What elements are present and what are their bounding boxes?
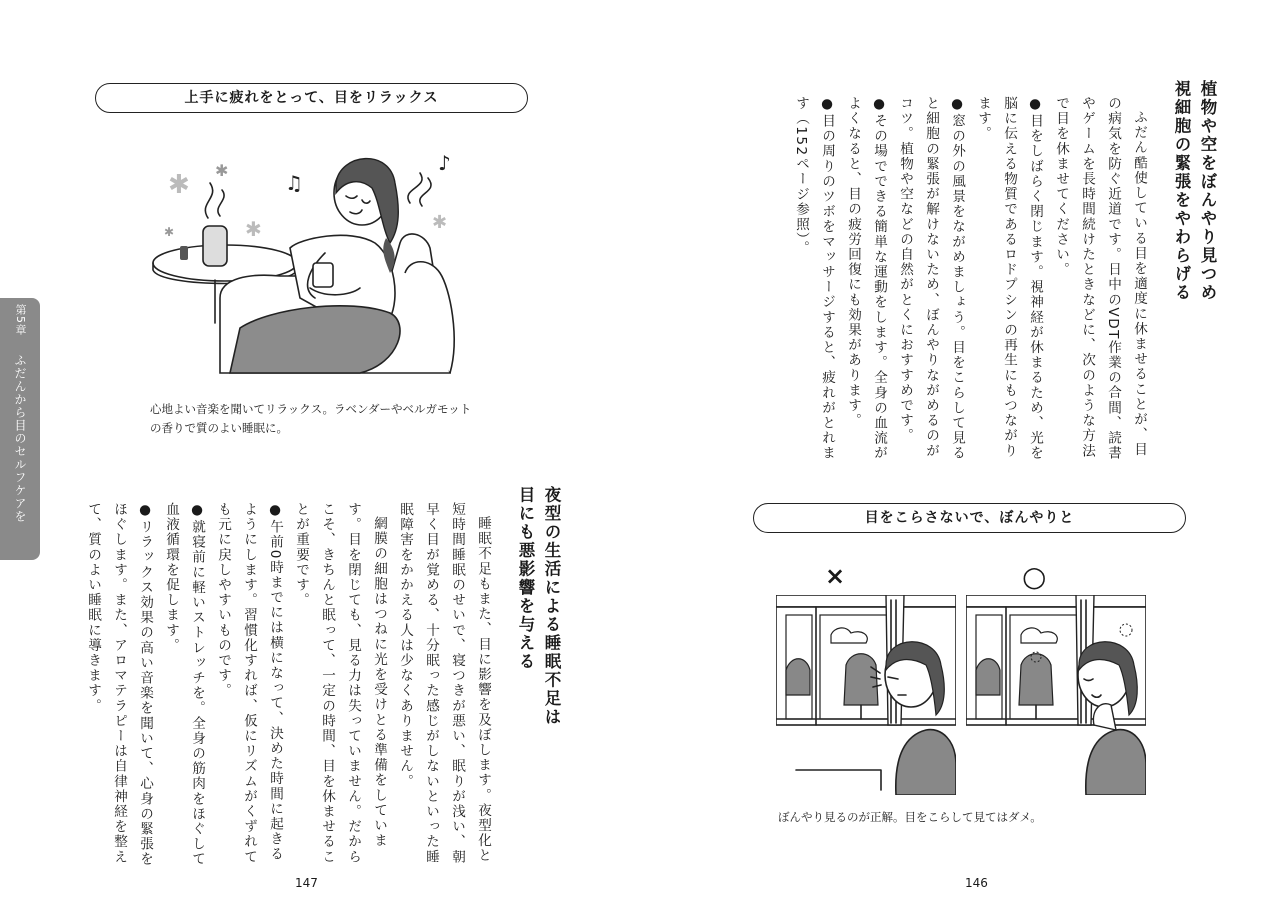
heading-line-1: 植物や空をぼんやり見つめ [1198, 80, 1217, 302]
chapter-number: 第5章 [14, 304, 27, 336]
paragraph: ふだん酷使している目を適度に休ませることが、目の病気を防ぐ近道です。日中のVDT作業の合間、読書やゲームを長時間続けたときなどに、次のような方法で目を休ませてください。 [1053, 96, 1147, 461]
bullet-item: ●就寝前に軽いストレッチを。全身の筋肉をほぐして血液循環を促します。 [163, 502, 205, 867]
svg-text:✱: ✱ [168, 170, 190, 200]
bullet-item: ●目の周りのツボをマッサージすると、疲れがとれます（152ページ参照）。 [793, 96, 835, 461]
heading-line-2: 視細胞の緊張をやわらげる [1172, 80, 1191, 302]
svg-text:♪: ♪ [438, 151, 451, 175]
svg-text:✱: ✱ [245, 217, 262, 241]
good-mark-icon: ○ [1022, 560, 1047, 593]
bullet-item: ●窓の外の風景をながめましょう。目をこらして見ると細胞の緊張が解けないため、ぼんやりながめるのがコツ。植物や空などの自然がとくにおすすめです。 [897, 96, 965, 461]
caption-line-1: 心地よい音楽を聞いてリラックス。ラベンダーやベルガモット [150, 402, 472, 416]
heading-line-2: 目にも悪影響を与える [516, 486, 535, 671]
section-heading-eyes [1164, 80, 1220, 470]
bad-mark-icon: × [825, 562, 846, 590]
svg-text:✱: ✱ [164, 225, 175, 239]
chapter-title: ふだんから目のセルフケアを [13, 354, 27, 523]
svg-text:✱: ✱ [432, 212, 448, 233]
chapter-tab [0, 298, 40, 560]
heading-line-1: 夜型の生活による睡眠不足は [542, 486, 561, 727]
caption-vague: ぼんやり見るのが正解。目をこらして見てはダメ。 [778, 810, 1042, 824]
page-number-147: 147 [295, 876, 318, 890]
bullet-item: ●リラックス効果の高い音楽を聞いて、心身の緊張をほぐします。また、アロマテラピーは自律神経を整えて、質のよい睡眠に導きます。 [85, 502, 153, 867]
caption-line-2: の香りで質のよい睡眠に。 [150, 421, 288, 435]
svg-text:✱: ✱ [215, 161, 229, 180]
page-number-146: 146 [965, 876, 988, 890]
bullet-item: ●午前0時までには横になって、決めた時間に起きるようにします。習慣化すれば、仮にリズムがくずれても元に戻しやすいものです。 [215, 502, 283, 865]
body-text-eyes [752, 96, 1152, 464]
section-heading-sleep [508, 486, 564, 876]
illustration-vague-gaze [966, 595, 1146, 795]
heading-pill-vague: 目をこらさないで、ぼんやりと [753, 503, 1186, 533]
bullet-item: ●目をしばらく閉じます。視神経が休まるため、光を脳に伝える物質であるロドプシンの再生にもつながります。 [975, 96, 1043, 461]
heading-pill-relax: 上手に疲れをとって、目をリラックス [95, 83, 528, 113]
body-text-sleep [76, 502, 496, 870]
illustration-staring [776, 595, 956, 795]
illustration-woman-relaxing [150, 148, 480, 388]
paragraph: 網膜の細胞はつねに光を受けとる準備をしています。目を閉じても、見る力は失っていません。だからこそ、きちんと眠って、一定の時間、目を休ませることが重要です。 [293, 502, 387, 865]
svg-text:♫: ♫ [285, 171, 303, 195]
caption-relax [150, 400, 510, 438]
paragraph: 睡眠不足もまた、目に影響を及ぼします。夜型化と短時間睡眠のせいで、寝つきが悪い、眠りが浅い、朝早く目が覚める、十分眠った感じがしないといった睡眠障害をかかえる人は少なくありません。 [397, 502, 491, 865]
bullet-item: ●その場でできる簡単な運動をします。全身の血流がよくなると、目の疲労回復にも効果があります。 [845, 96, 887, 461]
